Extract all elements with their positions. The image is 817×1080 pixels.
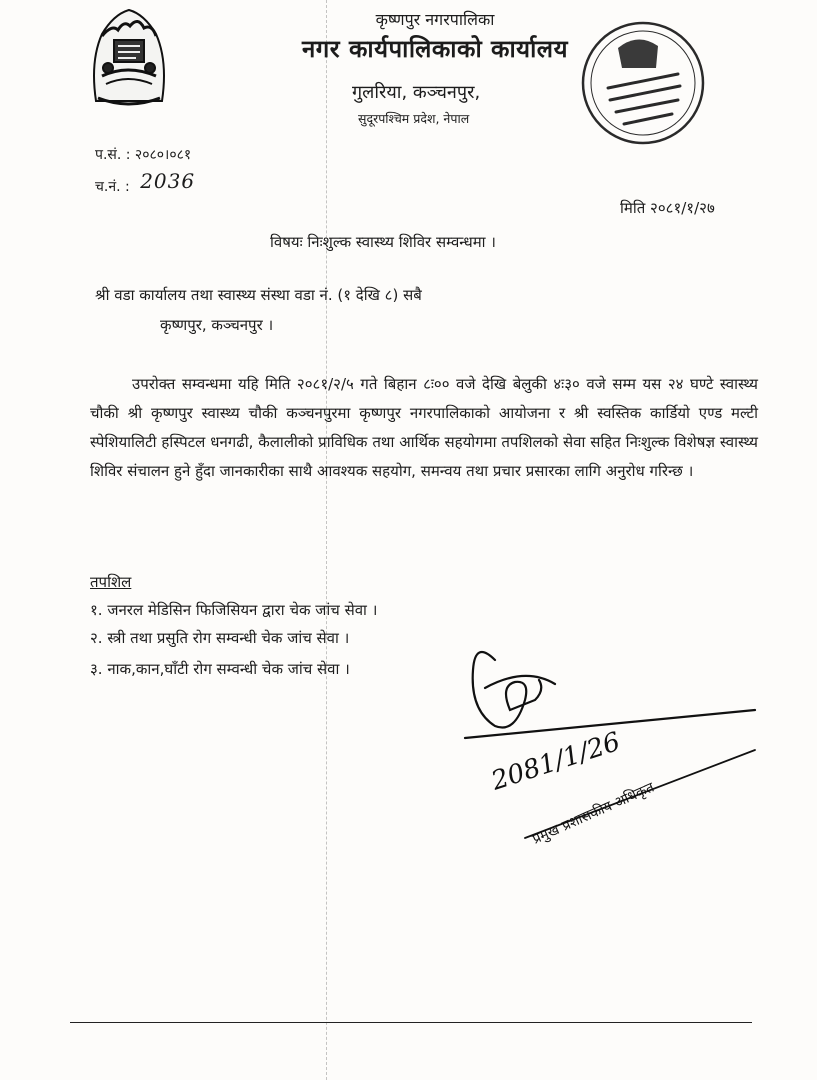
office-name: नगर कार्यपालिकाको कार्यालय <box>301 35 569 63</box>
patra-sankhya: प.सं. : २०८०।०८१ <box>95 147 192 163</box>
signature-designation: प्रमुख प्रशासकीय अधिकृत <box>530 779 657 848</box>
nepal-government-emblem-icon <box>88 6 170 114</box>
fold-crease <box>326 0 327 1080</box>
office-province: सुदूरपश्चिम प्रदेश, नेपाल <box>358 111 470 126</box>
tapsil-item: २. स्त्री तथा प्रसुति रोग सम्वन्धी चेक जांच सेवा । <box>90 629 350 647</box>
chalani-number <box>95 169 196 196</box>
letter-body <box>90 370 758 486</box>
chalani-label: च.नं. : <box>95 179 130 195</box>
tapsil-item: ३. नाक,कान,घाँटी रोग सम्वन्धी चेक जांच सेवा । <box>90 660 350 678</box>
addressee-line-2: कृष्णपुर, कञ्चनपुर । <box>160 316 274 334</box>
signature-block <box>455 630 775 860</box>
office-place: गुलरिया, कञ्चनपुर, <box>352 82 481 103</box>
chalani-value: 2036 <box>140 169 196 193</box>
addressee-line-1: श्री वडा कार्यालय तथा स्वास्थ्य संस्था वडा नं. (१ देखि ८) सबै <box>95 286 422 304</box>
letter-subject: विषयः निःशुल्क स्वास्थ्य शिविर सम्वन्धमा । <box>270 233 496 251</box>
tapsil-heading: तपशिल <box>90 573 132 591</box>
footer-rule <box>70 1022 752 1023</box>
office-round-seal-icon <box>578 18 708 148</box>
letter-body-text: उपरोक्त सम्वन्धमा यहि मिति २०८१/२/५ गते बिहान ८ः०० वजे देखि बेलुकी ४ः३० वजे सम्म यस २४ घण्टे स्वास्थ्य चौकी श्री कृष्णपुर स्वास्थ्य चौकी कञ्चनपुरमा कृष्णपुर नगरपालिकाको आयोजना र श्री स्वस्तिक कार्डियो एण्ड मल्टी स्पेशियालिटी हस्पिटल धनगढी, कैलालीको प्राविधिक तथा आर्थिक सहयोगमा तपशिलको सेवा सहित निःशुल्क विशेषज्ञ स्वास्थ्य शिविर संचालन हुने हुँदा जानकारीका साथै आवश्यक सहयोग, समन्वय तथा प्रचार प्रसारका लागि अनुरोध गरिन्छ । <box>90 375 758 480</box>
tapsil-item: १. जनरल मेडिसिन फिजिसियन द्वारा चेक जांच सेवा । <box>90 601 378 619</box>
letter-date: मिति २०८१/१/२७ <box>620 199 715 217</box>
municipality-name: कृष्णपुर नगरपालिका <box>375 10 495 29</box>
signature-scribble <box>473 652 542 728</box>
signature-date: 2081/1/26 <box>487 726 624 797</box>
